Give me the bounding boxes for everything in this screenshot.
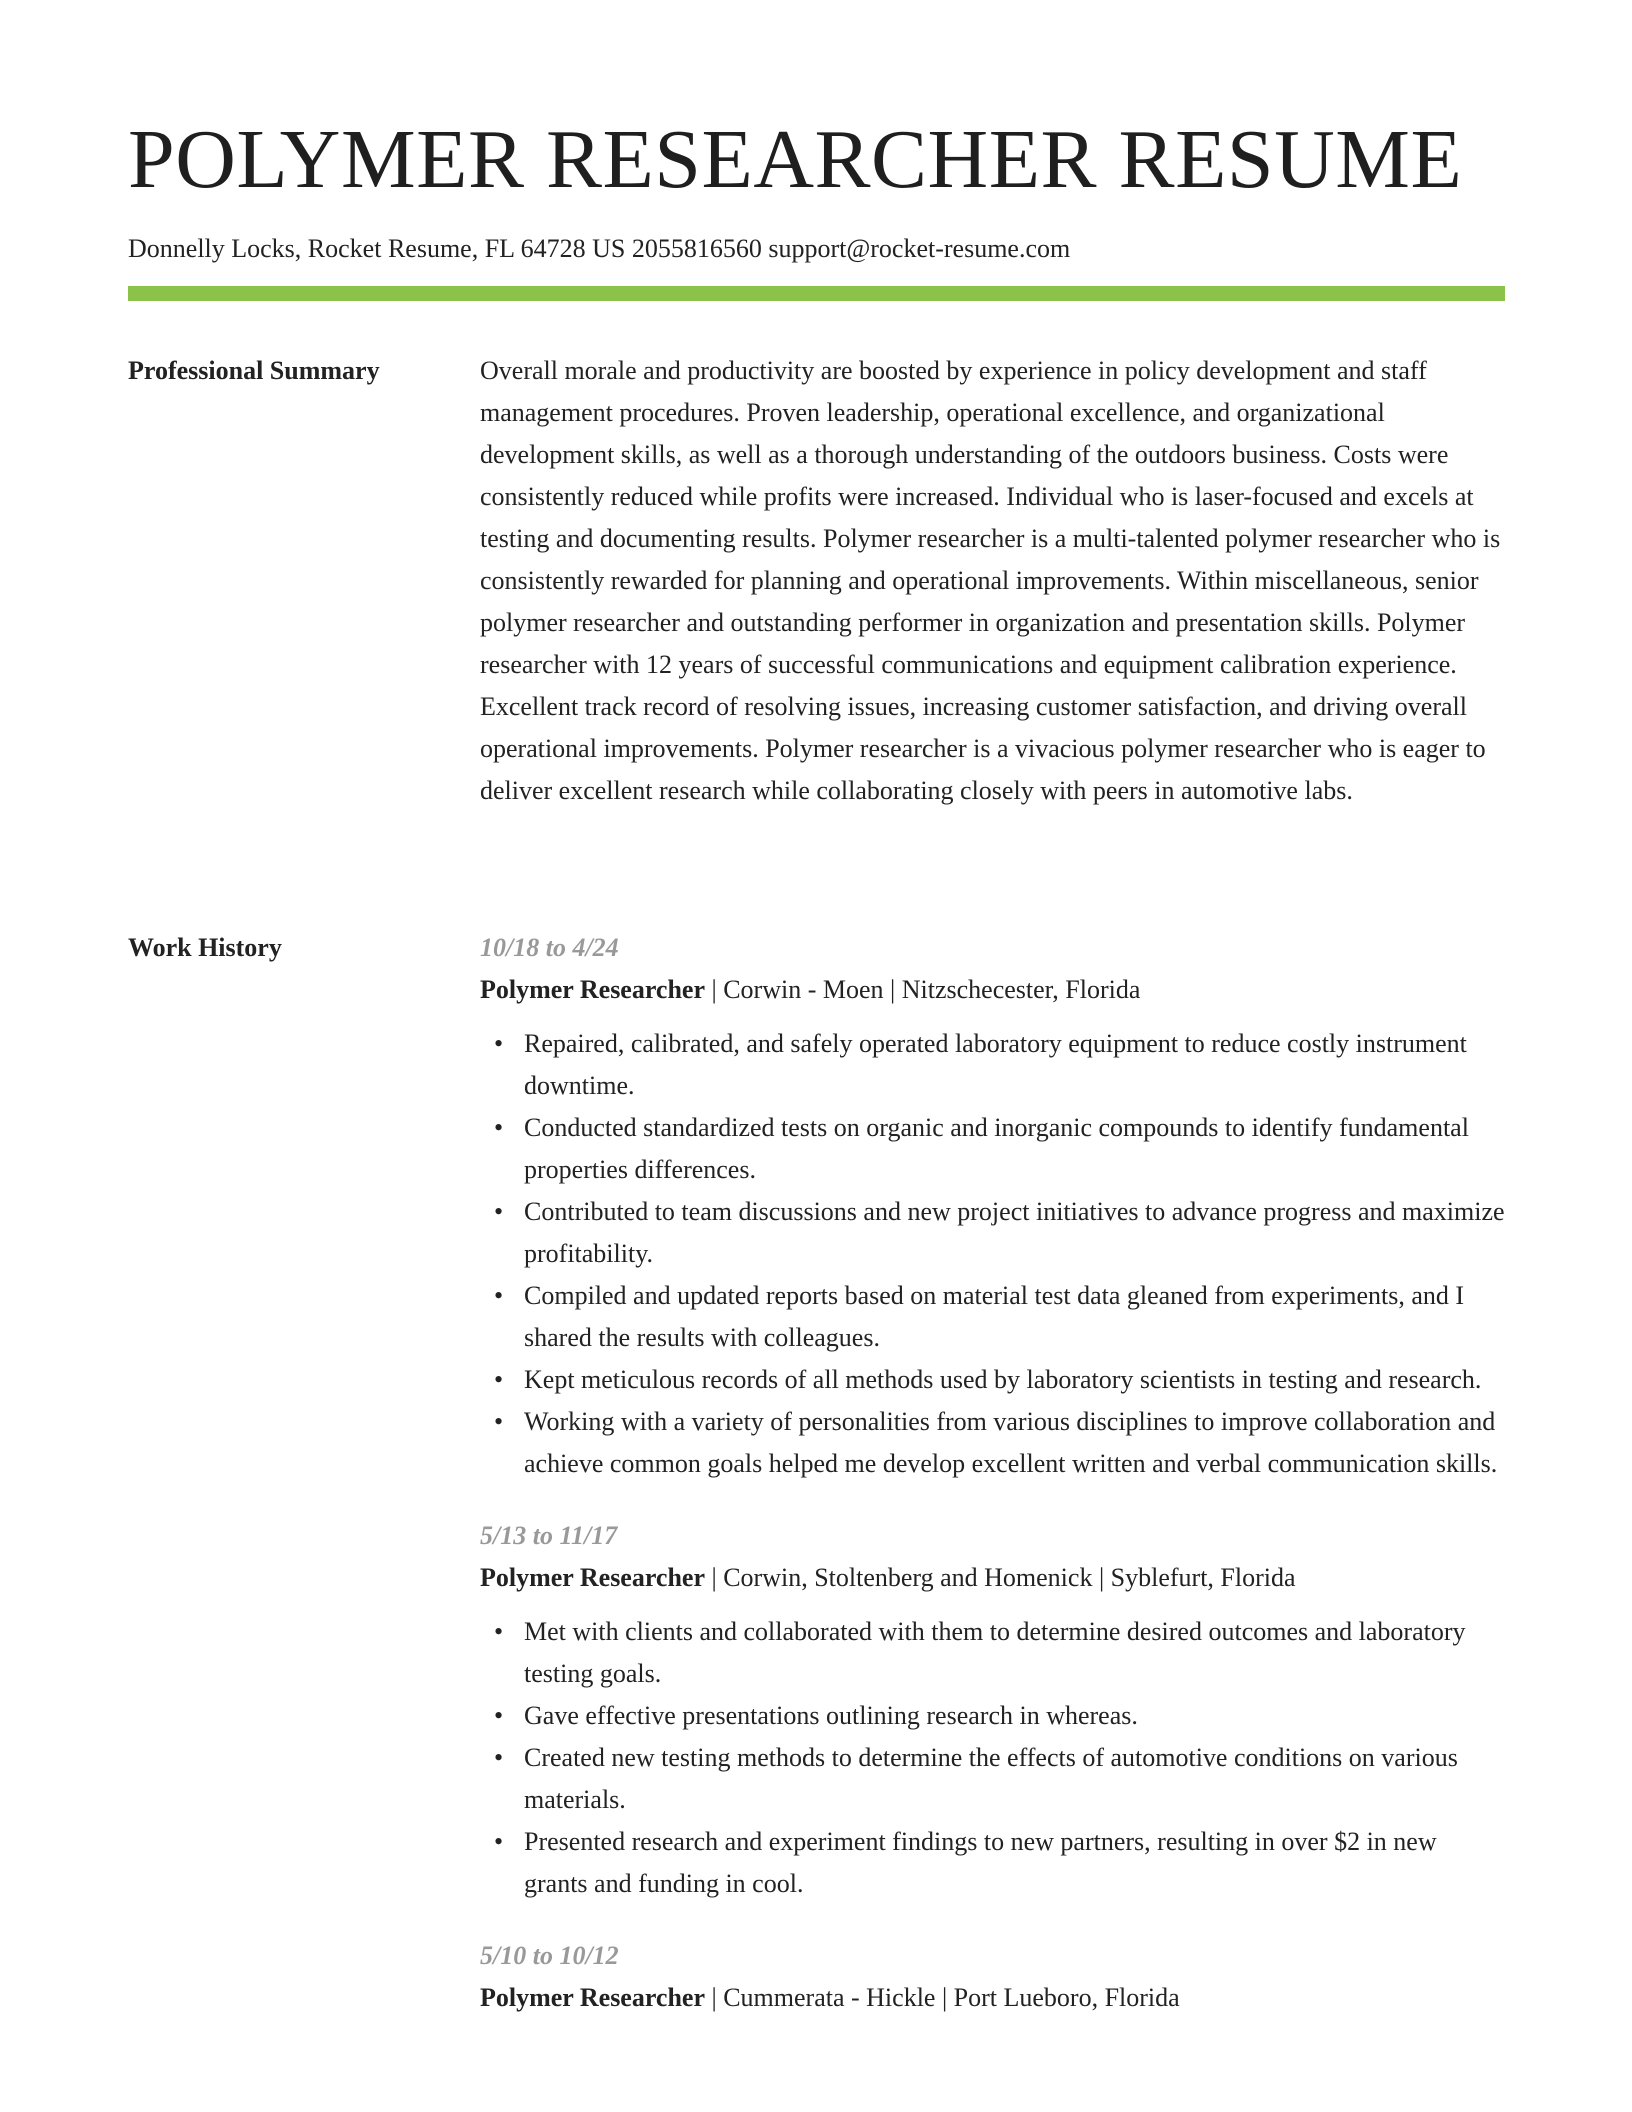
bullet-icon: • <box>494 1701 504 1730</box>
job-bullet-text: Working with a variety of personalities from various disciplines to improve collaboration and achieve common goals helped me develop excellent written and verbal communication skills. <box>524 1407 1498 1478</box>
job-heading <box>480 1557 1505 1599</box>
job-bullet <box>494 1275 1505 1359</box>
job-bullet-text: Kept meticulous records of all methods used by laboratory scientists in testing and research. <box>524 1365 1482 1394</box>
work-history-body <box>480 927 1505 2049</box>
job-bullet-text: Gave effective presentations outlining research in whereas. <box>524 1701 1138 1730</box>
job-dates: 10/18 to 4/24 <box>480 933 619 962</box>
job-bullet <box>494 1191 1505 1275</box>
job-details: | Cummerata - Hickle | Port Lueboro, Florida <box>705 1983 1180 2012</box>
bullet-icon: • <box>494 1617 504 1646</box>
job-heading <box>480 969 1505 1011</box>
job-dates: 5/10 to 10/12 <box>480 1941 619 1970</box>
job-bullet-text: Contributed to team discussions and new project initiatives to advance progress and maximize profitability. <box>524 1197 1505 1268</box>
summary-heading: Professional Summary <box>128 356 380 385</box>
job-bullet-text: Repaired, calibrated, and safely operated laboratory equipment to reduce costly instrument downtime. <box>524 1029 1467 1100</box>
bullet-icon: • <box>494 1197 504 1226</box>
bullet-icon: • <box>494 1281 504 1310</box>
bullet-icon: • <box>494 1113 504 1142</box>
contact-line: Donnelly Locks, Rocket Resume, FL 64728 US 2055816560 support@rocket-resume.com <box>128 234 1071 263</box>
bullet-icon: • <box>494 1365 504 1394</box>
job-entry <box>480 1515 1505 1905</box>
bullet-icon: • <box>494 1407 504 1436</box>
job-bullet <box>494 1401 1505 1485</box>
bullet-icon: • <box>494 1827 504 1856</box>
job-bullet-text: Compiled and updated reports based on material test data gleaned from experiments, and I shared the results with colleagues. <box>524 1281 1465 1352</box>
job-bullet <box>494 1695 1505 1737</box>
job-bullet-list <box>480 1611 1505 1905</box>
job-dates: 5/13 to 11/17 <box>480 1521 618 1550</box>
job-heading <box>480 1977 1505 2019</box>
job-bullet <box>494 1611 1505 1695</box>
resume-title: POLYMER RESEARCHER RESUME <box>128 113 1463 206</box>
job-bullet-list <box>480 1023 1505 1485</box>
job-details: | Corwin - Moen | Nitzschecester, Florida <box>705 975 1141 1004</box>
job-bullet <box>494 1359 1505 1401</box>
job-title: Polymer Researcher <box>480 975 705 1004</box>
job-bullet <box>494 1821 1505 1905</box>
job-bullet-text: Conducted standardized tests on organic and inorganic compounds to identify fundamental properties differences. <box>524 1113 1469 1184</box>
accent-divider <box>128 286 1505 301</box>
job-entry <box>480 927 1505 1485</box>
bullet-icon: • <box>494 1029 504 1058</box>
job-bullet-text: Presented research and experiment findings to new partners, resulting in over $2 in new grants and funding in cool. <box>524 1827 1437 1898</box>
job-bullet <box>494 1737 1505 1821</box>
summary-text: Overall morale and productivity are boosted by experience in policy development and staff management procedures. Proven leadership, operational excellence, and organizational development skills, as well as a thorough understanding of the outdoors business. Costs were consistently reduced while profits were increased. Individual who is laser-focused and excels at testing and documenting results. Polymer researcher is a multi-talented polymer researcher who is consistently rewarded for planning and operational improvements. Within miscellaneous, senior polymer researcher and outstanding performer in organization and presentation skills. Polymer researcher with 12 years of successful communications and equipment calibration experience. Excellent track record of resolving issues, increasing customer satisfaction, and driving overall operational improvements. Polymer researcher is a vivacious polymer researcher who is eager to deliver excellent research while collaborating closely with peers in automotive labs. <box>480 356 1501 805</box>
job-bullet <box>494 1107 1505 1191</box>
job-title: Polymer Researcher <box>480 1983 705 2012</box>
job-bullet-text: Created new testing methods to determine the effects of automotive conditions on various materials. <box>524 1743 1458 1814</box>
job-bullet-text: Met with clients and collaborated with them to determine desired outcomes and laboratory testing goals. <box>524 1617 1466 1688</box>
job-details: | Corwin, Stoltenberg and Homenick | Syblefurt, Florida <box>705 1563 1296 1592</box>
job-bullet <box>494 1023 1505 1107</box>
summary-body <box>480 350 1505 812</box>
job-entry <box>480 1935 1505 2019</box>
bullet-icon: • <box>494 1743 504 1772</box>
job-title: Polymer Researcher <box>480 1563 705 1592</box>
work-history-heading: Work History <box>128 933 282 962</box>
